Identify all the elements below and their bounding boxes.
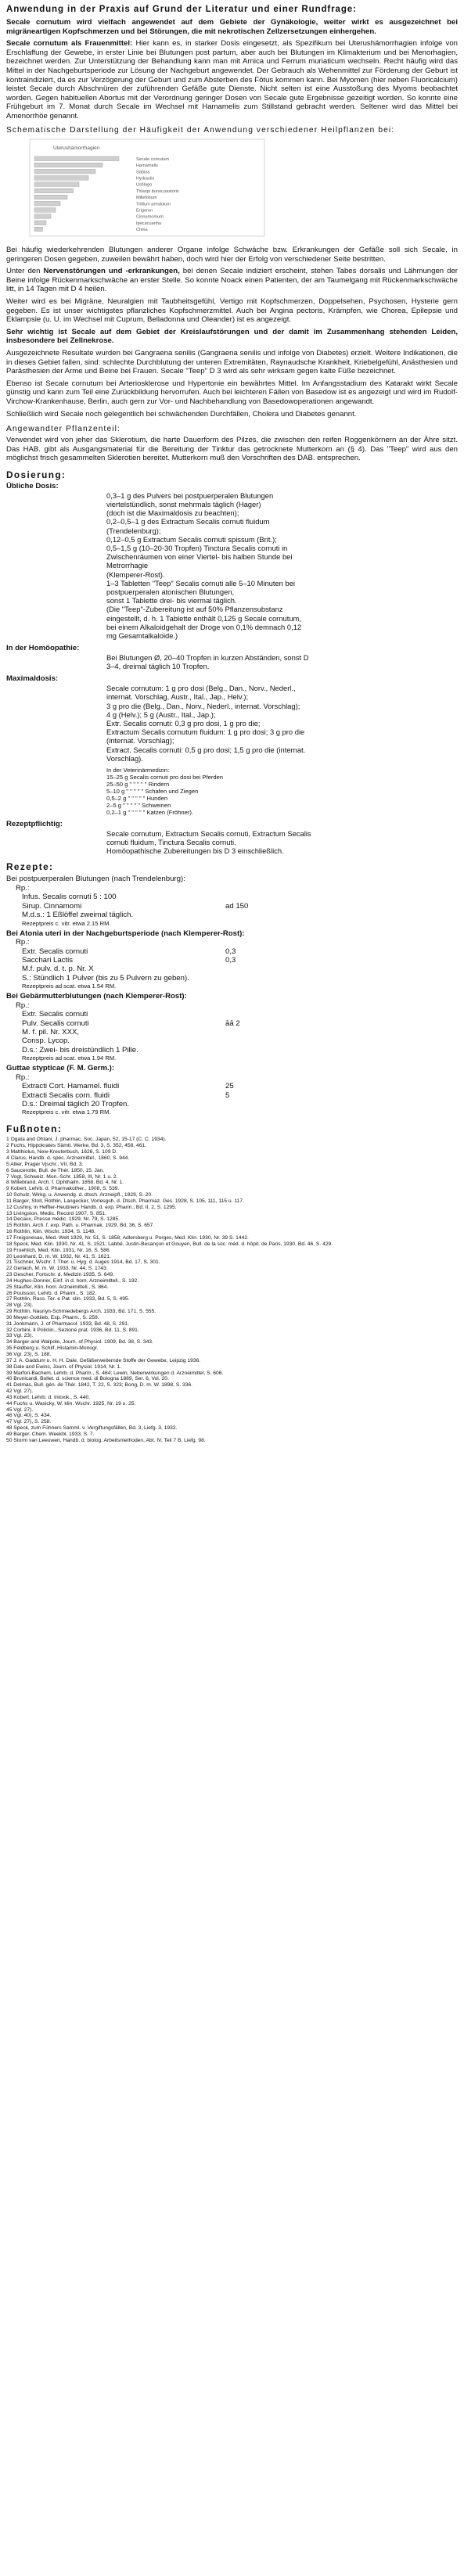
- usual-dose-label: Übliche Dosis:: [6, 481, 59, 490]
- footnote: 49 Barger, Chem. Weekbl. 1933, S. 7.: [6, 1431, 95, 1437]
- recipe-line: [6, 956, 458, 965]
- dosage-line: Extr. Secalis cornuti: 0,3 g pro dosi, 1 g pro die;: [106, 718, 261, 728]
- dosage-line: 0,12–0,5 g Extractum Secalis cornuti spissum (Brit.);: [106, 534, 277, 544]
- footnote: 26 Poulsson, Lehrb. d. Pharm., S. 182.: [6, 1290, 97, 1296]
- plant-part-text: Verwendet wird von jeher das Sklerotium, die harte Dauerform des Pilzes, die zwischen den reifen Roggenkörnern an der Ähre sitzt. Das HAB. gibt als Ausgangsmaterial für die Bereitung der Tinktur das getrocknete Mutterkorn an (§ 4). Das "Teep" wird aus den möglichst frisch gesammelten Sklerotien bereitet. Mutterkorn muß den Vorschriften des DAB. entsprechen.: [6, 436, 458, 463]
- chart-title: Uterushämorrhagien: [53, 146, 100, 152]
- recipe-line: [6, 1028, 458, 1037]
- plant-part-heading: Angewandter Pflanzenteil:: [6, 425, 120, 434]
- footnote: 42 Vgl. 27).: [6, 1389, 34, 1395]
- recipe-line: [6, 1019, 458, 1028]
- recipe-line: [6, 1082, 458, 1090]
- paragraph-diarrhea: Schließlich wird Secale noch gelegentlich bei schwächenden Durchfällen, Cholera und Diabetes genannt.: [6, 409, 357, 419]
- chart-category-label: Trillium pendulum: [136, 202, 171, 207]
- dosage-line: Extract. Secalis cornuti: 0,5 g pro dosi; 1,5 g pro die (internat.: [106, 745, 306, 754]
- footnote: 36 Vgl. 23), S. 188.: [6, 1352, 52, 1358]
- recipe-ingredient: Pulv. Secalis cornuti: [22, 1019, 89, 1028]
- footnote: 8 Willebrand, Arch. f. Ophthalm. 1858, Bd. 4, Nr. 1.: [6, 1180, 124, 1186]
- recipe-ingredient: Consp. Lycop.: [22, 1037, 70, 1046]
- chart-category-label: Ustilago: [136, 182, 153, 188]
- recipe-amount: 5: [225, 1090, 230, 1100]
- footnote: 24 Hughes-Donner, Einf. in d. hom. Arzneimittell., S. 192.: [6, 1277, 139, 1284]
- footnote: 14 Decaux, Presse médic. 1929, Nr. 79, S. 1285.: [6, 1216, 120, 1223]
- dosage-line: Homöopathische Zubereitungen bis D 3 einschließlich.: [106, 846, 284, 856]
- paragraph-text: Hier kann es, in starker Dosis eingesetzt, als Spezifikum bei Uterushämorrhagien infolge von Erschlaffung der Gewebe, in erster Linie bei Blutungen post partum, aber auch bei Blutungen im Klimakterium und bei Menorhagien, bezeichnet werden. Zur Unterstützung der Behandlung kann man mit Arnica und Ferrum muriaticum wechseln. Recht häufig wird das Mittel in der Nachgeburtsperiode zur Lösung der Nachgeburt angewendet. Der Gebrauch als Wehenmittel zur Förderung der Geburt ist kontraindiziert, da es zur Verzögerung der Geburt und zum Absterben des Fötus kommen kann. Bei Myomen (hier neben Fluoricalcium) leistet Secale durch Abschnüren der zuführenden Gefäße gute Dienste. Nicht selten ist eine Ausstoßung des Myoms beobachtet worden. Gegen habituellen Abortus mit der Verordnung geringer Dosen von Secale gute Ergebnisse gezeitigt worden. So konnte eine Frühgeburt im 7. Monat durch Secale im Wechsel mit Hamamelis zum Stillstand gebracht werden. Seltener wird das Mittel bei Amenorrhöe genannt.: [6, 39, 459, 120]
- dosage-line: postpuerperalen atonischen Blutungen,: [106, 587, 235, 596]
- max-dose-label: Maximaldosis:: [6, 674, 59, 684]
- recipe-ingredient: Extr. Secalis cornuti: [22, 1010, 88, 1019]
- dosage-line: 0,5–2 g " " " " " Hunden: [106, 794, 168, 802]
- recipe-ingredient: S.: Stündlich 1 Pulver (bis zu 5 Pulvern zu geben).: [22, 973, 189, 983]
- dosage-heading: Dosierung:: [6, 469, 67, 480]
- section-heading-application: Anwendung in der Praxis auf Grund der Literatur und einer Rundfrage:: [6, 5, 357, 14]
- recipe-amount: ad 150: [225, 901, 249, 911]
- recipes-list: [6, 875, 458, 1116]
- dosage-line: viertelstündlich, sonst mehrmals täglich (Hager): [106, 499, 261, 508]
- footnote: 16 Rothlin, Klin. Wschr. 1934, S. 1148.: [6, 1229, 95, 1235]
- dosage-line: 25–50 g " " " " " Rindern: [106, 780, 170, 788]
- paragraph-label: Nervenstörungen und -erkrankungen,: [43, 267, 180, 276]
- recipe-line: [6, 965, 458, 973]
- dosage-line: mg Gesamtalkaloide.): [106, 631, 178, 640]
- dosage-line: In der Veterinärmedizin:: [106, 766, 170, 774]
- recipe-amount: [225, 893, 288, 901]
- chart-bar: [34, 227, 43, 232]
- paragraph-text: bei denen Secale indiziert erscheint, stehen Tabes dorsalis und Lähmungen der Beine infolge Rückenmarkschwäche an erster Stelle. So konnte Noack einen Patienten, der am Taumelgang mit Rückenmarkschwäche litt, in 14 Tagen mit D 4 heilen.: [6, 267, 459, 294]
- recipe-amount: [225, 1046, 288, 1054]
- chart-category-label: Ipecacuanha: [136, 221, 162, 226]
- footnote: 33 Vgl. 23).: [6, 1333, 34, 1339]
- footnote: 27 Rothlin, Rass. Ter. e Pat. clin. 1933, Bd. 5, S. 495.: [6, 1296, 130, 1302]
- dosage-line: 2–5 g " " " " " Schweinen: [106, 801, 171, 809]
- paragraph-arteriosclerosis: Ebenso ist Secale cornutum bei Arteriosklerose und Hypertonie ein bewährtes Mittel. Im Anfangsstadium des Katarakt wirkt Secale günstig und kann zum Teil eine Zurückbildung hervorrufen. Auch bei leichteren Fällen von Basedow ist es angezeigt und wird im Rudolf-Virchow-Krankenhause, Berlin, auch gern zur Vor- und Nachbehandlung von Basedowoperationen angewandt.: [6, 379, 458, 406]
- footnote: 6 Saucerotte, Bull. de Thér. 1850, 15. Jan.: [6, 1167, 105, 1173]
- chart-category-label: Cinnamomum: [136, 214, 164, 220]
- dosage-line: 4 g (Helv.); 5 g (Austr., Ital., Jap.);: [106, 710, 216, 719]
- dosage-line: 0,5–1,5 g (10–20-30 Tropfen) Tinctura Secalis cornuti in: [106, 543, 288, 552]
- dosage-line: 5–10 g " " " " " Schafen und Ziegen: [106, 787, 199, 795]
- dosage-line: (internat. Vorschlag);: [106, 736, 174, 745]
- footnote: 25 Stauffer, Klin. hom. Arzneimittell., S. 864.: [6, 1284, 109, 1290]
- footnotes-heading: Fußnoten:: [6, 1123, 63, 1135]
- chart-bar: [34, 214, 51, 219]
- chart-bar: [34, 169, 95, 174]
- recipe-line: [6, 947, 458, 956]
- footnote: 12 Cushny, in Heffter-Heubners Handb. d. exp. Pharm., Bd. II, 2, S. 1295.: [6, 1204, 177, 1210]
- recipe-ingredient: Sirup. Cinnamomi: [22, 901, 82, 911]
- paragraph-migraine: Weiter wird es bei Migräne, Neuralgien mit Taubheitsgefühl, Vertigo mit Kopfschmerzen, Doppelsehen, Psychosen, Hysterie gern gegeben. Es ist unser wichtigstes pflanzliches Kopfschmerzmittel. Auch bei Angina pectoris, Krämpfen, wie Chorea, Epilepsie und Eklampsie (u. U. im Wechsel mit Cuprum, Belladonna und Oleander) ist es angezeigt.: [6, 297, 458, 325]
- paragraph-circulation: Sehr wichtig ist Secale auf dem Gebiet der Kreislaufstörungen und der damit im Zusammenhang stehenden Leiden, insbesondere bei Zellnekrose.: [6, 327, 458, 346]
- chart-bar: [34, 195, 67, 199]
- prescription-label: Rezeptpflichtig:: [6, 819, 63, 828]
- footnote: 1 Ogata and Ohtani, J. pharmac. Soc. Japan, 52, 15-17 (C. C. 1934).: [6, 1137, 167, 1143]
- dosage-line: bei einem Alkaloidgehalt der Droge von 0,1% demnach 0,12: [106, 622, 302, 631]
- dosage-line: 3–4, dreimal täglich 10 Tropfen.: [106, 662, 210, 671]
- chart-category-label: Secale cornutum: [136, 156, 169, 162]
- dosage-line: sonst 1 Tablette drei- bis viermal täglich.: [106, 596, 237, 605]
- footnote: 46 Vgl. 40), S. 434.: [6, 1413, 52, 1419]
- footnote: 43 Kobert, Lehrb. d. Intoxik., S. 440.: [6, 1394, 91, 1400]
- homeopathy-label: In der Homöopathie:: [6, 644, 80, 653]
- recipe-amount: 0,3: [225, 947, 236, 956]
- footnote: 45 Vgl. 27).: [6, 1407, 34, 1413]
- footnote: 18 Speck, Med. Klin. 1930, Nr. 41, S. 1521; Labbé, Justin-Besançon et Gouyen, Bull. de la soc. méd. d. hôpit. de Paris, 1930, Bd. 46, S. 429.: [6, 1241, 333, 1247]
- footnote: 19 Froehlich, Med. Klin. 1931, Nr. 16, S. 586.: [6, 1247, 111, 1253]
- recipe-ingredient: Extracti Cort. Hamamel. fluidi: [22, 1082, 120, 1091]
- recipe-ingredient: Sacchari Lactis: [22, 956, 74, 965]
- chart-category-label: Hydrastis: [136, 176, 155, 181]
- recipe-amount: [225, 1028, 288, 1037]
- dosage-line: eingestellt, d. h. 1 Tablette enthält 0,125 g Secale cornutum,: [106, 613, 301, 623]
- chart-category-label: Sabina: [136, 170, 150, 175]
- recipe-ingredient: M.d.s.: 1 Eßlöffel zweimal täglich.: [22, 911, 134, 920]
- footnote: 37 J. A. Gaddum u. H. H. Dale, Gefäßerweiternde Stoffe der Gewebe, Leipzig 1936.: [6, 1357, 201, 1363]
- recipe-rp: Rp.:: [16, 938, 30, 947]
- chart-category-label: Erigeron: [136, 208, 153, 214]
- chart-category-label: China: [136, 228, 148, 233]
- recipe-intro: Bei Gebärmutterblutungen (nach Klemperer-Rost):: [6, 992, 187, 1001]
- recipe-intro: Bei postpuerperalen Blutungen (nach Trendelenburg):: [6, 875, 185, 884]
- recipe-ingredient: Infus. Secalis cornuti 5 : 100: [22, 893, 117, 902]
- dosage-line: 0,2–1 g " " " " " Katzen (Fröhner).: [106, 808, 193, 816]
- footnote: 4 Clarus, Handb. d. spec. Arzneimittel., 1860, S. 944.: [6, 1155, 130, 1162]
- dosage-line: (Klemperer-Rost).: [106, 569, 165, 579]
- chart-bar: [34, 208, 56, 213]
- recipe-ingredient: Extracti Secalis corn. fluidi: [22, 1090, 110, 1100]
- footnote: 41 Delmas, Bull. gén. de Thér. 1842, T. 22, S. 323; Bong, D. m. W. 1898, S. 336.: [6, 1382, 193, 1389]
- recipe-amount: āā 2: [225, 1019, 240, 1028]
- recipe-amount: [225, 965, 288, 973]
- footnote: 48 Speck, zum Fühners Samml. v. Vergiftungsfällen, Bd. 3, Liefg. 3, 1932.: [6, 1425, 178, 1432]
- paragraph-label: Secale cornutum als Frauenmittel:: [6, 39, 133, 49]
- dosage-line: Metrorrhagie: [106, 561, 149, 570]
- dosage-line: 3 g pro die (Belg., Dan., Norv., Nederl., internat. Vorschlag);: [106, 701, 300, 710]
- dosage-line: (Trendelenburg);: [106, 526, 161, 535]
- footnote: 9 Kobert, Lehrb. d. Pharmakother., 1908, S. 539.: [6, 1186, 120, 1192]
- dosage-line: internat. Vorschlag, Austr., Ital., Jap., Helv.);: [106, 692, 249, 702]
- chart-bar: [34, 176, 88, 181]
- recipe-ingredient: M. f. pil. Nr. XXX,: [22, 1028, 80, 1037]
- dosage-line: Secale cornutum: 1 g pro dosi (Belg., Dan., Norv., Nederl.,: [106, 684, 296, 693]
- recipe-amount: [225, 1100, 288, 1108]
- footnote: 32 Corbini, Il Policlin., Sezione prat. 1936, Bd. 11, S. 891.: [6, 1327, 139, 1333]
- recipe-amount: [225, 1010, 288, 1019]
- footnote: 2 Fuchs, Hippokrates Sämtl. Werke, Bd. 3, S. 352, 458, 461.: [6, 1143, 147, 1149]
- recipe-rp: Rp.:: [16, 1072, 30, 1082]
- recipe-line: [6, 974, 458, 983]
- recipe-ingredient: Extr. Secalis cornuti: [22, 947, 88, 956]
- paragraph-prefix: Unter den: [6, 267, 41, 276]
- footnote: 35 Feldberg u. Schilf, Histamin-Monogr.: [6, 1345, 99, 1352]
- footnote: 21 Tischner, Wschr. f. Ther. u. Hyg. d. Auges 1914, Bd. 17, S. 301.: [6, 1259, 160, 1266]
- footnote: 20 Leonhard, D. m. W. 1932, Nr. 41, S. 1621.: [6, 1253, 111, 1259]
- footnote: 11 Barger, Stoll, Rothlin, Langecker, Vorlesgsh. d. Dtsch. Pharmaz. Ges. 1928, S. 105, 111, 115 u. 117.: [6, 1198, 244, 1204]
- dosage-line: 0,3–1 g des Pulvers bei postpuerperalen Blutungen: [106, 490, 274, 500]
- chart-category-label: Thlaspi bursa pastoris: [136, 189, 179, 194]
- footnote: 40 Brunicardi, Bollet. d. science med. di Bologna 1889, Ser. 6, Vol. 20.: [6, 1376, 169, 1382]
- recipe-price: Rezeptpreis ad scat. etwa 1.54 RM.: [22, 983, 117, 990]
- footnote: 44 Fuchs u. Wasicky, W. klin. Wschr. 1925, Nr. 19 u. 25.: [6, 1400, 136, 1407]
- footnote: 38 Dale and Ewins, Journ. of Physiol. 1914, Nr. 1.: [6, 1363, 122, 1370]
- recipe-line: [6, 1091, 458, 1100]
- footnote: 30 Meyer-Gottlieb, Exp. Pharm., S. 259.: [6, 1314, 99, 1320]
- chart-bar: [34, 221, 46, 225]
- chart-bar: [34, 163, 103, 167]
- intro-paragraph: Secale cornutum wird vielfach angewendet auf dem Gebiete der Gynäkologie, weiter wirkt es ausgezeichnet bei migräneartigen Kopfschmerzen und bei Störungen, die mit nekrotischen Zellzersetzungen einhergehen.: [6, 18, 458, 36]
- recipe-rp: Rp.:: [16, 883, 30, 893]
- recipe-line: [6, 893, 458, 901]
- recipe-amount: 0,3: [225, 956, 236, 965]
- footnotes-list: [6, 1137, 458, 1443]
- dosage-line: 1–3 Tabletten "Teep" Secalis cornuti alle 5–10 Minuten bei: [106, 578, 296, 587]
- veterinary-block: [6, 767, 458, 816]
- recipe-intro: Guttae stypticae (F. M. Germ.):: [6, 1064, 115, 1073]
- recipe-rp: Rp.:: [16, 1001, 30, 1010]
- footnote: 3 Matthiolus, New-Kreuterbuch, 1626, S. 109 D.: [6, 1149, 117, 1155]
- paragraph-nerve-disorders: [6, 267, 458, 294]
- max-dose-block: [6, 684, 458, 763]
- footnote: 50 Storm van Leeuwen, Handb. d. biolog. Arbeitsmethoden, Abt. IV, Teil 7 B, Liefg. 98.: [6, 1437, 206, 1443]
- recipe-amount: 25: [225, 1082, 234, 1091]
- frequency-chart: [6, 138, 458, 239]
- footnote: 31 Jonkmann, J. of Pharmacol. 1933, Bd. 48, S. 291.: [6, 1320, 129, 1327]
- dosage-line: Bei Blutungen Ø, 20–40 Tropfen in kurzen Abständen, sonst D: [106, 652, 309, 662]
- recipe-price: Rezeptpreis c. vitr. etwa 2.15 RM.: [22, 919, 111, 927]
- recipe-intro: Bei Atonia uteri in der Nachgeburtsperiode (nach Klemperer-Rost):: [6, 929, 245, 938]
- footnote: 23 Gescher, Fortschr. d. Medizin 1935, S. 649.: [6, 1272, 114, 1278]
- footnote: 47 Vgl. 27), S. 258.: [6, 1419, 52, 1425]
- chart-svg: [6, 138, 272, 239]
- chart-category-label: Millefolium: [136, 196, 157, 201]
- recipe-line: [6, 1010, 458, 1019]
- dosage-line: Vorschlag).: [106, 753, 143, 763]
- dosage-line: Extractum Secalis cornutum fluidum: 1 g pro dosi; 3 g pro die: [106, 728, 305, 737]
- chart-bar: [34, 201, 60, 206]
- footnote: 5 Allier, Prager Vjschr., VII, Bd. 3.: [6, 1161, 84, 1167]
- dosage-line: (Die "Teep"-Zubereitung ist auf 50% Pflanzensubstanz: [106, 605, 283, 614]
- recipe-line: [6, 911, 458, 919]
- dosage-line: Secale cornutum, Extractum Secalis cornuti, Extractum Secalis: [106, 828, 311, 838]
- footnote: 39 Marfori-Bachem, Lehrb. d. Pharm., S. 464; Lewin, Nebenwirkungen d. Arzneimittel, S. 606.: [6, 1370, 224, 1376]
- footnote: 17 Freigonesau, Med. Welt 1929, Nr. 51, S. 1858; Adlersberg u. Porges, Med. Klin. 1930, Nr. 39 S. 1442.: [6, 1234, 249, 1241]
- dosage-line: cornuti fluidum, Tinctura Secalis cornuti.: [106, 837, 236, 846]
- recipe-amount: [225, 1037, 288, 1045]
- footnote: 28 Vgl. 23).: [6, 1302, 34, 1309]
- footnote: 15 Rothlin, Arch. f. exp. Path. u. Pharmak. 1929, Bd. 36, S. 657.: [6, 1223, 155, 1229]
- recipe-line: [6, 1037, 458, 1045]
- footnote: 29 Rothlin, Naunyn-Schmiedebergs Arch. 1933, Bd. 171, S. 555.: [6, 1309, 156, 1315]
- footnote: 34 Barger and Walpole, Journ. of Physiol. 1909, Bd. 38, S. 343.: [6, 1339, 153, 1345]
- paragraph-other-bleeding: Bei häufig wiederkehrenden Blutungen anderer Organe infolge Schwäche bzw. Erkrankungen der Gefäße soll sich Secale, in geringeren Dosen gegeben, zuweilen bewährt haben, doch wird hier der Erfolg von verschiedener Seite bestritten.: [6, 246, 458, 264]
- footnote: 22 Gerlach, M. m. W. 1933, Nr. 44, S. 1743.: [6, 1266, 108, 1272]
- recipe-ingredient: M.f. pulv. d. t. p. Nr. X: [22, 965, 94, 974]
- footnote: 7 Vogt, Schweiz. Mon.-Schr. 1858, III, Nr. 1 u. 2.: [6, 1173, 118, 1180]
- paragraph-womens-remedy: [6, 39, 458, 120]
- paragraph-gangrene: Ausgezeichnete Resultate wurden bei Gangraena senilis (Gangraena senilis und infolge von Diabetes) erzielt. Weitere Indikationen, die in dieses Gebiet fallen, sind: schlechte Durchblutung der unteren Extremitäten, Raynaudsche Krankheit, Kriebelgefühl, Anästhesien und Parästhesien der Arme und Beine bei Frauen. Secale "Teep" D 3 wird als sehr wirksam gegen kalte Füße bezeichnet.: [6, 348, 458, 376]
- recipe-line: [6, 902, 458, 911]
- chart-bar: [34, 182, 79, 187]
- footnote: 10 Schulz, Wirkg. u. Anwendg. d. dtsch. Arzneipfl., 1929, S. 20.: [6, 1192, 153, 1198]
- recipe-ingredient: D.s.: Dreimal täglich 20 Tropfen.: [22, 1100, 130, 1109]
- dosage-line: 0,2–0,5–1 g des Extractum Secalis cornuti fluidum: [106, 517, 270, 526]
- dosage-line: 15–25 g Secalis cornuti pro dosi bei Pferden: [106, 773, 224, 781]
- footnote: 13 Livingston, Medic. Record 1907, S. 851.: [6, 1210, 106, 1216]
- recipe-price: Rezeptpreis ad scat. etwa 1.94 RM.: [22, 1054, 117, 1062]
- recipe-ingredient: D.s.: Zwei- bis dreistündlich 1 Pille.: [22, 1045, 138, 1054]
- homeopathy-block: [6, 653, 458, 670]
- recipe-amount: [225, 911, 288, 919]
- recipe-line: [6, 1046, 458, 1054]
- recipe-line: [6, 1100, 458, 1108]
- dosage-line: Zwischenräumen von einer Viertel- bis halben Stunde bei: [106, 552, 293, 562]
- recipe-amount: [225, 974, 288, 983]
- prescription-block: [6, 829, 458, 856]
- usual-dose-block: [6, 491, 458, 640]
- recipes-heading: Rezepte:: [6, 861, 54, 873]
- chart-bar: [34, 156, 119, 161]
- chart-category-label: Hamamelis: [136, 163, 158, 169]
- recipe-price: Rezeptpreis c. vitr. etwa 1.79 RM.: [22, 1108, 111, 1116]
- figure-caption: Schematische Darstellung der Häufigkeit der Anwendung verschiedener Heilpflanzen bei:: [6, 125, 395, 135]
- chart-bar: [34, 189, 74, 193]
- dosage-line: (doch ist die Maximaldosis zu beachten);: [106, 508, 239, 518]
